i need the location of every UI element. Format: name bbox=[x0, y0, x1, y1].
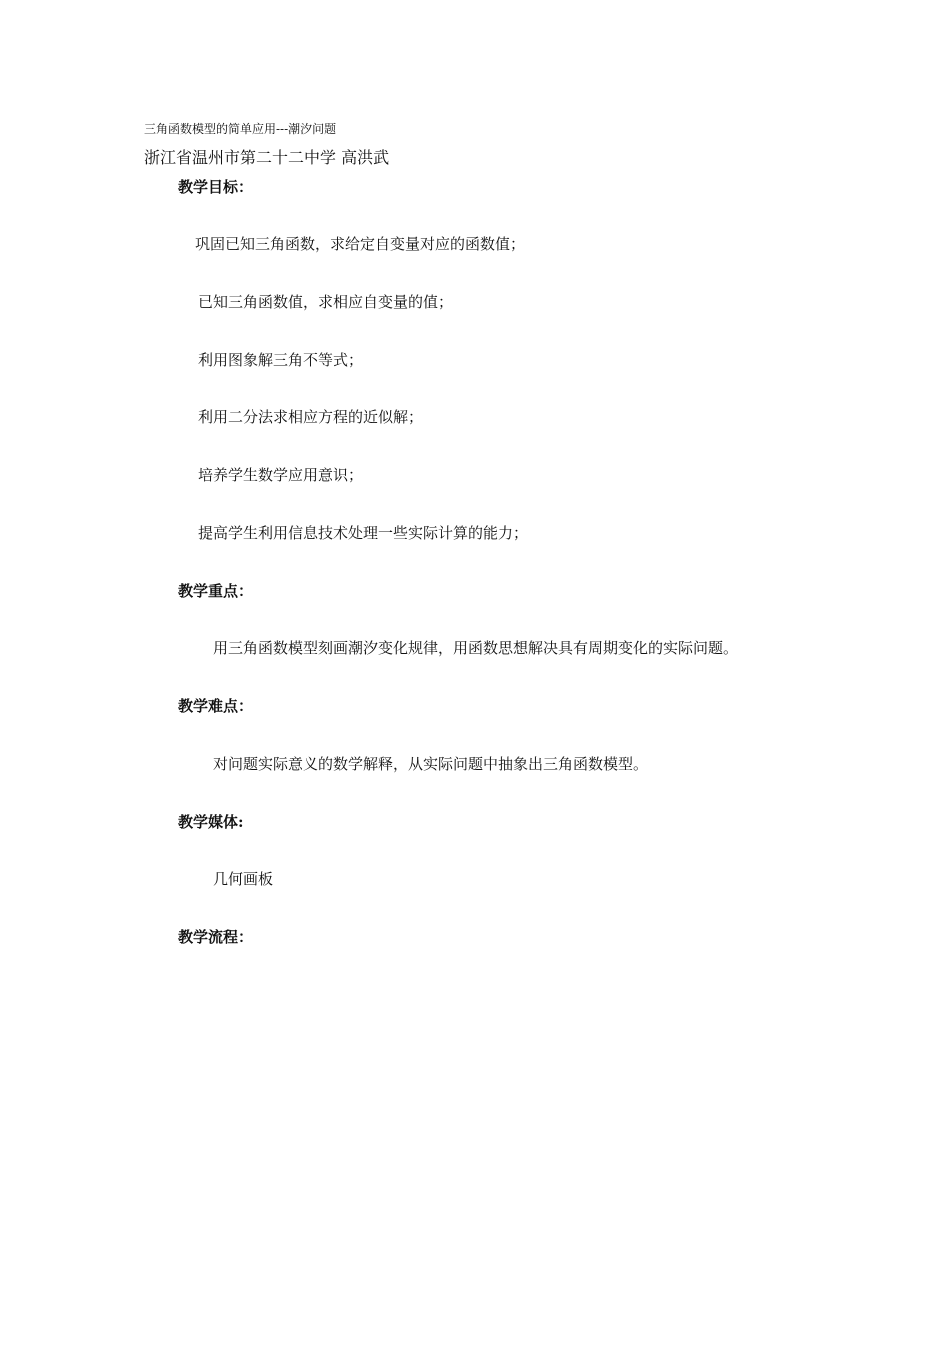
key-points-heading: 教学重点： bbox=[178, 582, 254, 600]
difficulties-text: 对问题实际意义的数学解释，从实际问题中抽象出三角函数模型。 bbox=[213, 755, 649, 773]
objective-item-6: 提高学生利用信息技术处理一些实际计算的能力； bbox=[198, 524, 529, 542]
objective-item-2: 已知三角函数值，求相应自变量的值； bbox=[198, 293, 454, 311]
media-heading: 教学媒体: bbox=[178, 813, 244, 831]
media-text: 几何画板 bbox=[213, 870, 274, 888]
objective-item-5: 培养学生数学应用意识； bbox=[198, 466, 364, 484]
author-line: 浙江省温州市第二十二中学 高洪武 bbox=[144, 148, 390, 167]
objective-item-1: 巩固已知三角函数，求给定自变量对应的函数值； bbox=[195, 235, 526, 253]
difficulties-heading: 教学难点： bbox=[178, 697, 254, 715]
key-points-text: 用三角函数模型刻画潮汐变化规律，用函数思想解决具有周期变化的实际问题。 bbox=[213, 639, 739, 657]
process-heading: 教学流程： bbox=[178, 928, 254, 946]
objectives-heading: 教学目标： bbox=[178, 178, 254, 196]
document-title: 三角函数模型的简单应用---潮汐问题 bbox=[144, 122, 337, 136]
objective-item-3: 利用图象解三角不等式； bbox=[198, 351, 364, 369]
objective-item-4: 利用二分法求相应方程的近似解； bbox=[198, 408, 424, 426]
